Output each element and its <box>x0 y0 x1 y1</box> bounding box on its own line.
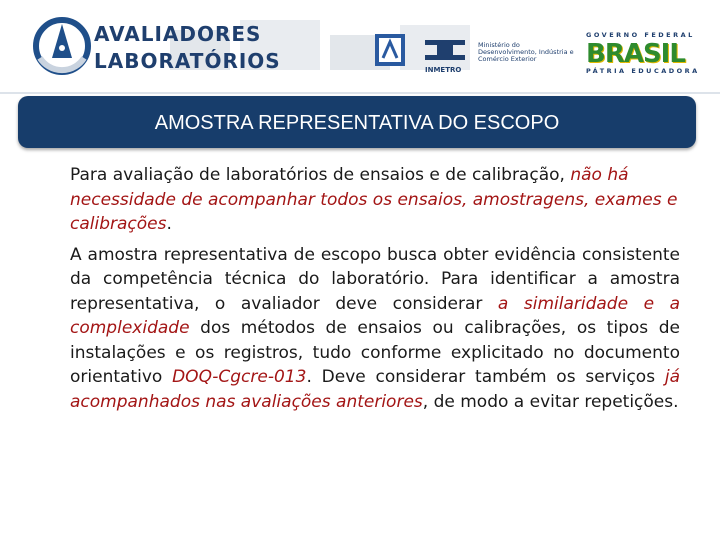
page-title: AMOSTRA REPRESENTATIVA DO ESCOPO <box>154 112 560 134</box>
paragraph-2-text-2: dos métodos de ensaios ou calibrações, os tipos de instalações e os registros, tudo conforme explicitado no documento orientativo <box>70 318 680 387</box>
content-body <box>70 163 680 414</box>
logo-line-1: AVALIADORES <box>94 22 262 46</box>
paragraph-1-text: Para avaliação de laboratórios de ensaios e de calibração, <box>70 165 565 185</box>
paragraph-1-emphasis: não há necessidade de acompanhar todos os ensaios, amostragens, exames e calibrações <box>70 165 678 234</box>
paragraph-2-emphasis-2: DOQ-Cgcre-013 <box>172 367 307 387</box>
paragraph-2 <box>70 243 680 415</box>
paragraph-1 <box>70 163 680 237</box>
paragraph-2-text-1: A amostra representativa de escopo busca obter evidência consistente da competência técnica do laboratório. Para identificar a amostra representativa, o avaliador deve considerar <box>70 244 680 314</box>
ministry-text: Ministério do Desenvolvimento, Indústria e Comércio Exterior <box>478 41 574 63</box>
paragraph-2-text-3: . Deve considerar também os serviços <box>306 367 665 387</box>
header-divider <box>0 92 720 94</box>
paragraph-2-emphasis-3: já acompanhados nas avaliações anteriores <box>70 367 680 412</box>
gov-top-text: GOVERNO FEDERAL <box>586 31 695 39</box>
inmetro-label: INMETRO <box>425 66 462 74</box>
paragraph-2-emphasis-1: a similaridade e a complexidade <box>70 293 680 338</box>
gov-bottom-text: PÁTRIA EDUCADORA <box>586 67 700 75</box>
paragraph-2-text-4: , de modo a evitar repetições. <box>422 391 679 412</box>
logo-line-2: LABORATÓRIOS <box>94 49 281 73</box>
header <box>0 0 720 92</box>
title-banner <box>18 96 696 148</box>
paragraph-1-end: . <box>166 214 172 234</box>
brasil-wordmark: BRASIL <box>586 39 685 69</box>
